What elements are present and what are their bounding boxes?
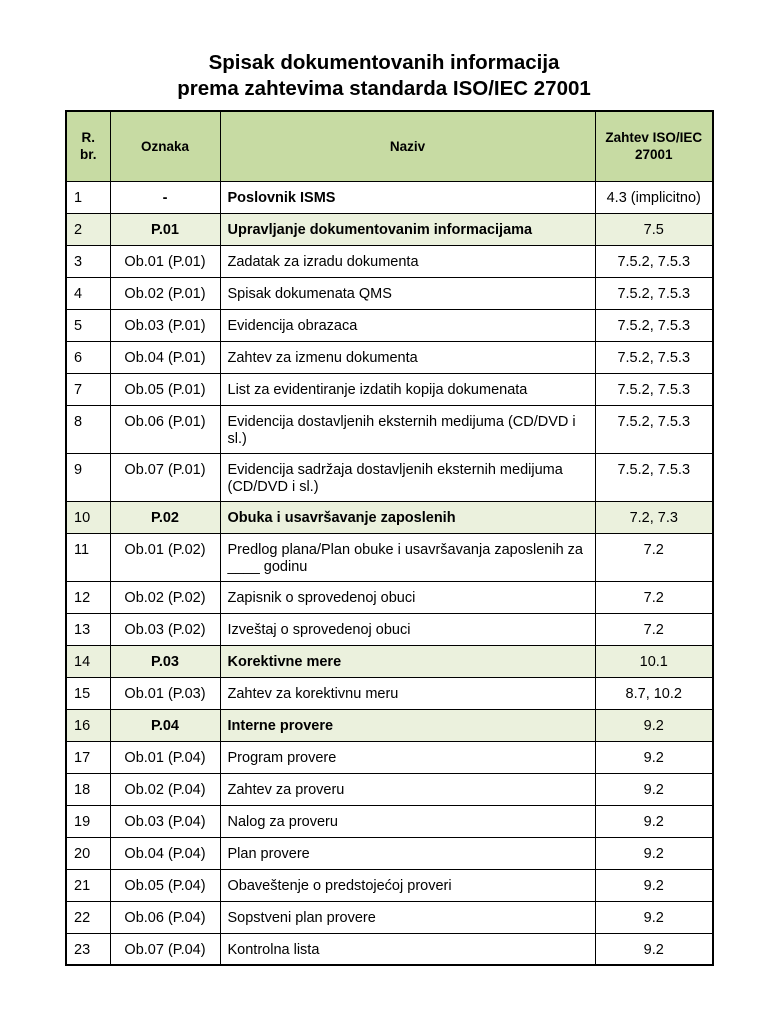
row-number: 3 — [66, 245, 110, 277]
table-row — [66, 837, 713, 869]
row-requirement: 4.3 (implicitno) — [595, 181, 713, 213]
table-row — [66, 773, 713, 805]
header-naziv: Naziv — [220, 111, 595, 181]
row-requirement: 7.2, 7.3 — [595, 501, 713, 533]
row-code: Ob.03 (P.04) — [110, 805, 220, 837]
row-requirement: 7.5.2, 7.5.3 — [595, 373, 713, 405]
table-row — [66, 309, 713, 341]
row-number: 14 — [66, 645, 110, 677]
row-code: Ob.02 (P.02) — [110, 581, 220, 613]
table-row — [66, 373, 713, 405]
row-code: Ob.03 (P.01) — [110, 309, 220, 341]
table-row — [66, 613, 713, 645]
row-name: Evidencija sadržaja dostavljenih eksternih medijuma (CD/DVD i sl.) — [220, 453, 595, 501]
row-requirement: 8.7, 10.2 — [595, 677, 713, 709]
row-number: 21 — [66, 869, 110, 901]
row-requirement: 7.2 — [595, 613, 713, 645]
table-row — [66, 453, 713, 501]
row-number: 19 — [66, 805, 110, 837]
row-number: 17 — [66, 741, 110, 773]
row-code: P.02 — [110, 501, 220, 533]
table-row — [66, 245, 713, 277]
row-requirement: 7.2 — [595, 533, 713, 581]
table-row — [66, 581, 713, 613]
row-name: Evidencija obrazaca — [220, 309, 595, 341]
row-requirement: 10.1 — [595, 645, 713, 677]
row-name: Obaveštenje o predstojećoj proveri — [220, 869, 595, 901]
document-title — [0, 50, 768, 102]
row-number: 9 — [66, 453, 110, 501]
table-row — [66, 805, 713, 837]
row-number: 10 — [66, 501, 110, 533]
row-code: Ob.03 (P.02) — [110, 613, 220, 645]
header-oznaka: Oznaka — [110, 111, 220, 181]
row-name: Zahtev za proveru — [220, 773, 595, 805]
row-number: 5 — [66, 309, 110, 341]
row-code: Ob.04 (P.04) — [110, 837, 220, 869]
row-number: 22 — [66, 901, 110, 933]
row-requirement: 9.2 — [595, 805, 713, 837]
row-number: 2 — [66, 213, 110, 245]
row-name: Zahtev za korektivnu meru — [220, 677, 595, 709]
row-requirement: 9.2 — [595, 901, 713, 933]
row-code: P.01 — [110, 213, 220, 245]
row-code: Ob.04 (P.01) — [110, 341, 220, 373]
title-line-2: prema zahtevima standarda ISO/IEC 27001 — [177, 77, 591, 100]
table-row — [66, 341, 713, 373]
row-name: Izveštaj o sprovedenoj obuci — [220, 613, 595, 645]
row-name: Program provere — [220, 741, 595, 773]
row-number: 4 — [66, 277, 110, 309]
row-number: 13 — [66, 613, 110, 645]
row-name: Interne provere — [220, 709, 595, 741]
row-code: Ob.07 (P.01) — [110, 453, 220, 501]
table-row — [66, 277, 713, 309]
table-row — [66, 181, 713, 213]
table-row — [66, 405, 713, 453]
row-requirement: 7.2 — [595, 581, 713, 613]
table-row — [66, 741, 713, 773]
row-number: 1 — [66, 181, 110, 213]
row-name: Korektivne mere — [220, 645, 595, 677]
row-code: Ob.01 (P.04) — [110, 741, 220, 773]
row-name: Zapisnik o sprovedenoj obuci — [220, 581, 595, 613]
header-zahtev: Zahtev ISO/IEC 27001 — [595, 111, 713, 181]
row-code: Ob.01 (P.03) — [110, 677, 220, 709]
row-requirement: 9.2 — [595, 709, 713, 741]
row-name: Plan provere — [220, 837, 595, 869]
table-row — [66, 677, 713, 709]
row-code: Ob.06 (P.04) — [110, 901, 220, 933]
row-requirement: 7.5.2, 7.5.3 — [595, 309, 713, 341]
title-line-1: Spisak dokumentovanih informacija — [208, 51, 560, 74]
table-row — [66, 533, 713, 581]
row-name: Kontrolna lista — [220, 933, 595, 965]
row-requirement: 7.5.2, 7.5.3 — [595, 405, 713, 453]
row-number: 20 — [66, 837, 110, 869]
row-number: 6 — [66, 341, 110, 373]
section-row — [66, 501, 713, 533]
row-code: P.04 — [110, 709, 220, 741]
row-requirement: 7.5.2, 7.5.3 — [595, 341, 713, 373]
table-body — [66, 181, 713, 965]
row-requirement: 9.2 — [595, 741, 713, 773]
table-row — [66, 901, 713, 933]
row-name: Zahtev za izmenu dokumenta — [220, 341, 595, 373]
row-name: List za evidentiranje izdatih kopija dokumenata — [220, 373, 595, 405]
row-number: 8 — [66, 405, 110, 453]
section-row — [66, 213, 713, 245]
row-name: Upravljanje dokumentovanim informacijama — [220, 213, 595, 245]
documents-table — [65, 110, 714, 966]
row-code: Ob.02 (P.01) — [110, 277, 220, 309]
row-code: Ob.02 (P.04) — [110, 773, 220, 805]
row-code: P.03 — [110, 645, 220, 677]
row-requirement: 7.5.2, 7.5.3 — [595, 245, 713, 277]
row-requirement: 9.2 — [595, 933, 713, 965]
row-name: Obuka i usavršavanje zaposlenih — [220, 501, 595, 533]
row-number: 7 — [66, 373, 110, 405]
row-code: Ob.05 (P.04) — [110, 869, 220, 901]
row-number: 23 — [66, 933, 110, 965]
row-number: 16 — [66, 709, 110, 741]
header-rbr: R. br. — [66, 111, 110, 181]
row-name: Nalog za proveru — [220, 805, 595, 837]
row-code: Ob.05 (P.01) — [110, 373, 220, 405]
row-name: Poslovnik ISMS — [220, 181, 595, 213]
row-requirement: 7.5.2, 7.5.3 — [595, 277, 713, 309]
row-number: 18 — [66, 773, 110, 805]
row-name: Zadatak za izradu dokumenta — [220, 245, 595, 277]
row-code: Ob.01 (P.02) — [110, 533, 220, 581]
row-number: 12 — [66, 581, 110, 613]
row-code: Ob.06 (P.01) — [110, 405, 220, 453]
table-row — [66, 933, 713, 965]
row-name: Sopstveni plan provere — [220, 901, 595, 933]
row-code: Ob.01 (P.01) — [110, 245, 220, 277]
table-row — [66, 869, 713, 901]
row-name: Evidencija dostavljenih eksternih medijuma (CD/DVD i sl.) — [220, 405, 595, 453]
row-requirement: 9.2 — [595, 773, 713, 805]
row-number: 11 — [66, 533, 110, 581]
table-header-row — [66, 111, 713, 181]
row-requirement: 7.5 — [595, 213, 713, 245]
section-row — [66, 709, 713, 741]
row-requirement: 7.5.2, 7.5.3 — [595, 453, 713, 501]
row-code: Ob.07 (P.04) — [110, 933, 220, 965]
section-row — [66, 645, 713, 677]
row-requirement: 9.2 — [595, 837, 713, 869]
row-code: - — [110, 181, 220, 213]
row-number: 15 — [66, 677, 110, 709]
row-name: Predlog plana/Plan obuke i usavršavanja zaposlenih za ____ godinu — [220, 533, 595, 581]
row-requirement: 9.2 — [595, 869, 713, 901]
row-name: Spisak dokumenata QMS — [220, 277, 595, 309]
